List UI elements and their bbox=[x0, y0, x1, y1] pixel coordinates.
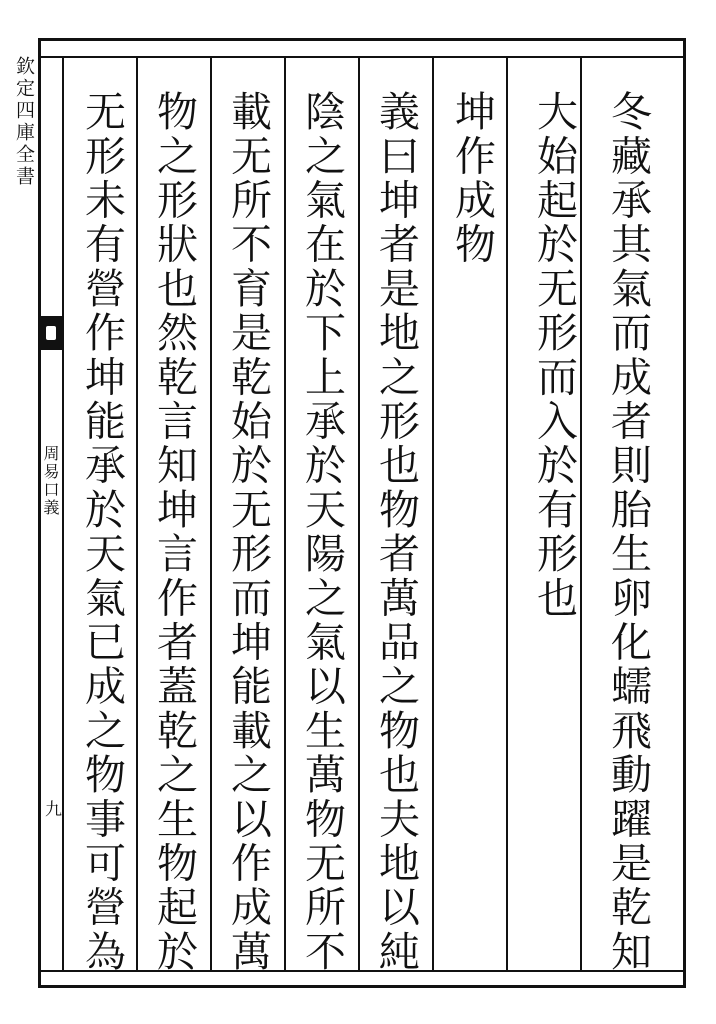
column-rule bbox=[358, 56, 360, 972]
column-rule bbox=[506, 56, 508, 972]
column-rule bbox=[432, 56, 434, 972]
column-rule bbox=[284, 56, 286, 972]
text-column-2: 大始起於无形而入於有形也 bbox=[530, 90, 578, 621]
text-column-5: 陰之氣在於下上承於天陽之氣以生萬物无所不 bbox=[298, 90, 346, 974]
column-rule bbox=[210, 56, 212, 972]
page-number: 九 bbox=[41, 800, 61, 817]
text-column-1: 冬藏承其氣而成者則胎生卵化蠕飛動躍是乾知 bbox=[604, 90, 652, 974]
column-rule bbox=[62, 56, 64, 972]
text-column-6: 載无所不育是乾始於无形而坤能載之以作成萬 bbox=[224, 90, 272, 974]
edge-title: 欽定四庫全書 bbox=[13, 56, 35, 188]
text-column-3: 坤作成物 bbox=[448, 90, 496, 267]
text-column-4: 義曰坤者是地之形也物者萬品之物也夫地以純 bbox=[372, 90, 420, 974]
book-title: 周易口義 bbox=[41, 445, 60, 517]
fish-tail-mark bbox=[40, 316, 62, 350]
text-column-7: 物之形狀也然乾言知坤言作者蓋乾之生物起於 bbox=[150, 90, 198, 974]
column-rule bbox=[136, 56, 138, 972]
text-column-8: 无形未有營作坤能承於天氣已成之物事可營為 bbox=[78, 90, 126, 974]
